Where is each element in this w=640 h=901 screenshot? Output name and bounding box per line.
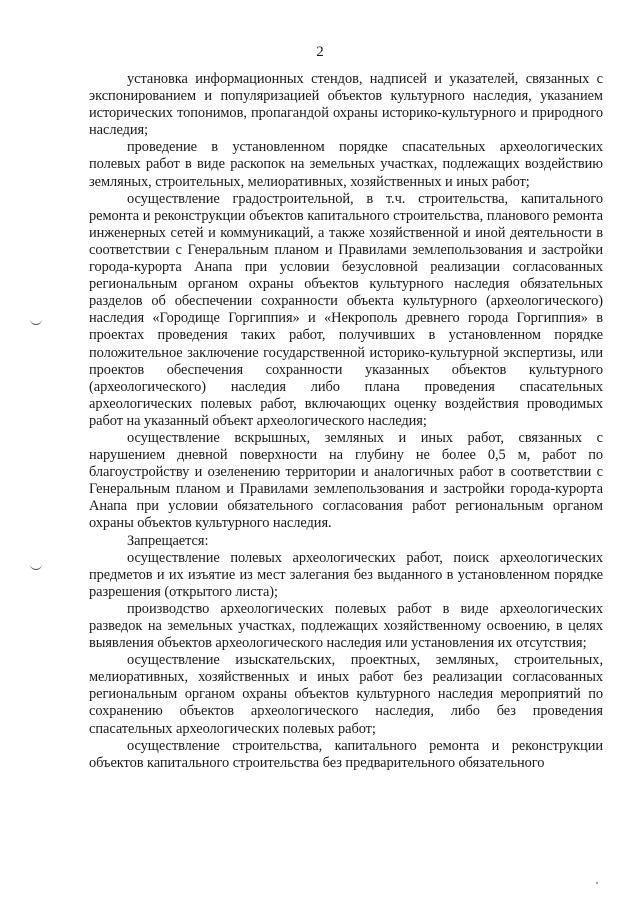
- paragraph-earthworks: осуществление вскрышных, земляных и иных работ, связанных с нарушением дневной поверхности на глубину не более 0,5 м, работ по благоустройству и озеленению территории и аналогичных работ в соответствии с Генеральным планом и Правилами землепользования и застройки города-курорта Анапа при условии обязательного согласования работ региональным органом охраны объектов культурного наследия.: [89, 429, 603, 532]
- paragraph-urban-development: осуществление градостроительной, в т.ч. строительства, капитального ремонта и реконструкции объектов капитального строительства, планового ремонта инженерных сетей и коммуникаций, а также хозяйственной и иной деятельности в соответствии с Генеральным планом и Правилами землепользования и застройки города-курорта Анапа при условии безусловной реализации согласованных региональным органом охраны объектов культурного наследия обязательных разделов об обеспечении сохранности объекта культурного (археологического) наследия «Городище Горгиппия» и «Некрополь древнего города Горгиппия» в проектах проведения таких работ, получивших в установленном порядке положительное заключение государственной историко-культурной экспертизы, или проектов обеспечения сохранности указанных объектов культурного (археологического) наследия либо плана проведения спасательных археологических полевых работ, включающих оценку воздействия проводимых работ на указанный объект археологического наследия;: [89, 190, 603, 429]
- binding-hole-mark: [30, 563, 42, 570]
- prohibited-heading: Запрещается:: [127, 532, 209, 549]
- paragraph-field-works-prohibited: осуществление полевых археологических работ, поиск археологических предметов и их изъятие из мест залегания без выданного в установленном порядке разрешения (открытого листа);: [89, 549, 603, 600]
- page-number: 2: [316, 44, 324, 60]
- binding-hole-mark: [30, 318, 42, 325]
- paragraph-survey-works-prohibited: осуществление изыскательских, проектных, земляных, строительных, мелиоративных, хозяйственных и иных работ без реализации согласованных региональным органом охраны объектов культурного наследия мероприятий по сохранению объектов археологического наследия, либо без проведения спасательных археологических полевых работ;: [89, 652, 603, 737]
- paragraph-construction-prohibited: осуществление строительства, капитального ремонта и реконструкции объектов капитального строительства без предварительного обязательного: [89, 737, 603, 771]
- paragraph-exploration-prohibited: производство археологических полевых работ в виде археологических разведок на земельных участках, подлежащих хозяйственному освоению, в целях выявления объектов археологического наследия или установления их отсутствия;: [89, 600, 603, 652]
- paragraph-rescue-excavations: проведение в установленном порядке спасательных археологических полевых работ в виде раскопок на земельных участках, подлежащих воздействию земляных, строительных, мелиоративных, хозяйственных и иных работ;: [89, 139, 603, 190]
- document-body: [89, 71, 603, 772]
- scan-speck: [596, 882, 598, 884]
- paragraph-info-stands: установка информационных стендов, надписей и указателей, связанных с экспонированием и популяризацией объектов культурного наследия, указанием исторических топонимов, пропагандой охраны историко-культурного и природного наследия;: [89, 71, 603, 139]
